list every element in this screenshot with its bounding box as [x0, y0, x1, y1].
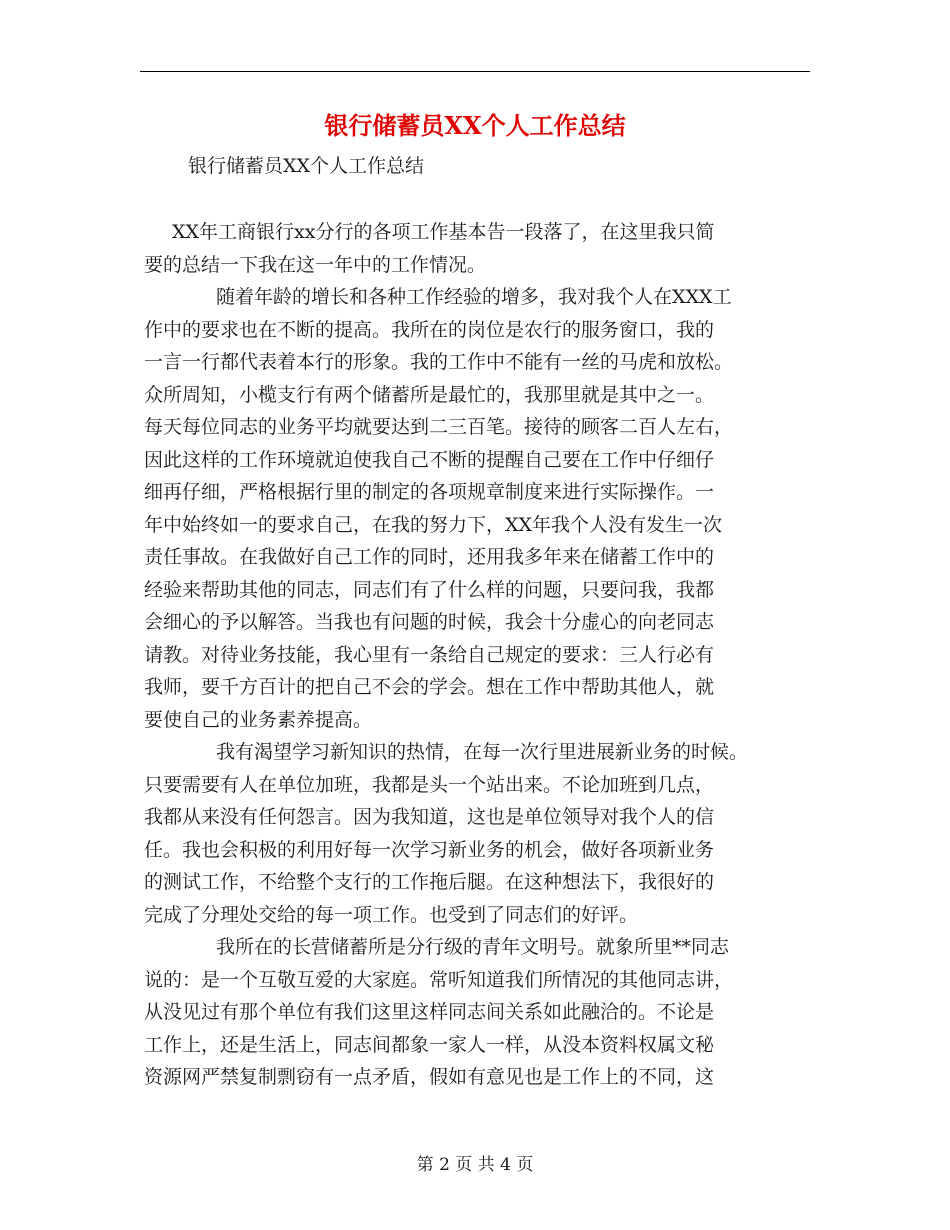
body-line: 任。我也会积极的利用好每一次学习新业务的机会，做好各项新业务	[144, 838, 715, 861]
body-line: 每天每位同志的业务平均就要达到二三百笔。接待的顾客二百人左右，	[144, 416, 734, 438]
body-line: 细再仔细，严格根据行里的制定的各项规章制度来进行实际操作。一	[144, 481, 715, 503]
document-subtitle: 银行储蓄员XX个人工作总结	[188, 155, 425, 177]
body-line: 我有渴望学习新知识的热情，在每一次行里进展新业务的时候。	[216, 741, 749, 763]
body-line: 只要需要有人在单位加班，我都是头一个站出来。不论加班到几点，	[144, 773, 715, 796]
body-line: 工作上，还是生活上，同志间都象一家人一样，从没本资料权属文秘	[144, 1033, 715, 1056]
document-body	[144, 216, 844, 1094]
body-line: 请教。对待业务技能，我心里有一条给自己规定的要求：三人行必有	[144, 643, 715, 666]
body-line: 我都从来没有任何怨言。因为我知道，这也是单位领导对我个人的信	[144, 806, 715, 828]
body-line: 众所周知，小榄支行有两个储蓄所是最忙的，我那里就是其中之一。	[144, 383, 715, 406]
header-rule	[140, 71, 810, 72]
page-number-footer: 第 2 页 共 4 页	[416, 1155, 534, 1175]
body-line: 经验来帮助其他的同志，同志们有了什么样的问题，只要问我，我都	[144, 578, 715, 601]
body-line: 要使自己的业务素养提高。	[144, 708, 373, 731]
body-line: 完成了分理处交给的每一项工作。也受到了同志们的好评。	[144, 903, 639, 926]
body-line: XX年工商银行xx分行的各项工作基本告一段落了，在这里我只简	[172, 221, 715, 243]
body-line: 资源网严禁复制剽窃有一点矛盾，假如有意见也是工作上的不同，这	[144, 1066, 715, 1088]
body-line: 会细心的予以解答。当我也有问题的时候，我会十分虚心的向老同志	[144, 611, 715, 633]
body-line: 要的总结一下我在这一年中的工作情况。	[144, 253, 487, 276]
body-line: 年中始终如一的要求自己，在我的努力下，XX年我个人没有发生一次	[144, 513, 723, 536]
body-line: 作中的要求也在不断的提高。我所在的岗位是农行的服务窗口，我的	[144, 318, 715, 341]
body-line: 因此这样的工作环境就迫使我自己不断的提醒自己要在工作中仔细仔	[144, 448, 715, 471]
body-line: 说的：是一个互敬互爱的大家庭。常听知道我们所情况的其他同志讲，	[144, 968, 734, 991]
document-title: 银行储蓄员XX个人工作总结	[324, 111, 626, 140]
body-line: 从没见过有那个单位有我们这里这样同志间关系如此融洽的。不论是	[144, 1001, 715, 1023]
body-line: 责任事故。在我做好自己工作的同时，还用我多年来在储蓄工作中的	[144, 546, 715, 568]
body-line: 的测试工作，不给整个支行的工作拖后腿。在这种想法下，我很好的	[144, 871, 715, 893]
body-line: 随着年龄的增长和各种工作经验的增多，我对我个人在XXX工	[216, 286, 732, 308]
body-line: 一言一行都代表着本行的形象。我的工作中不能有一丝的马虎和放松。	[144, 351, 734, 373]
body-line: 我师，要千方百计的把自己不会的学会。想在工作中帮助其他人，就	[144, 676, 715, 698]
body-line: 我所在的长营储蓄所是分行级的青年文明号。就象所里**同志	[216, 936, 730, 958]
